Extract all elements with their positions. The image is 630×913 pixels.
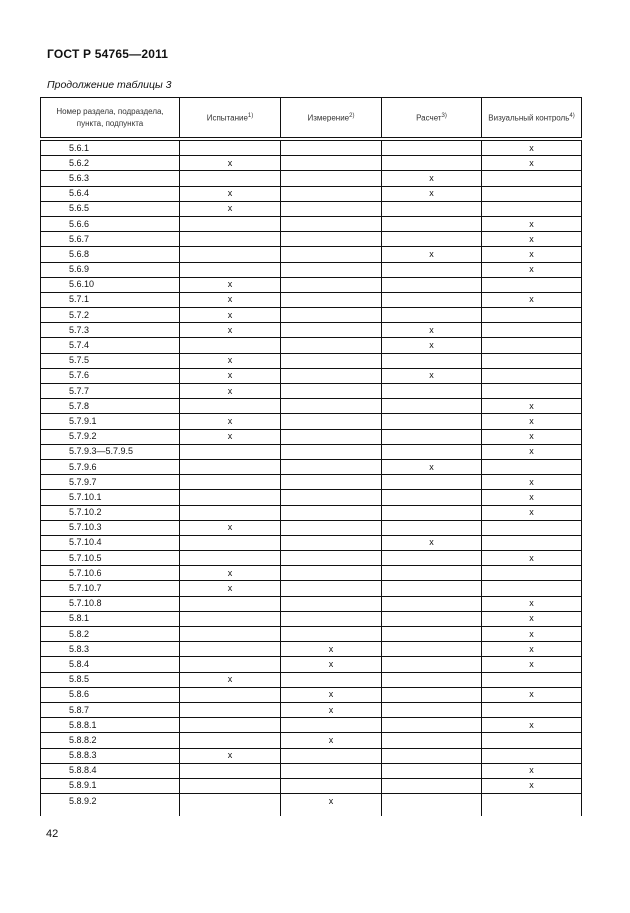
table-row — [41, 216, 582, 231]
visual-inspection-cell — [482, 368, 582, 383]
calculation-cell — [382, 702, 482, 717]
table-body — [41, 139, 582, 816]
calculation-cell — [382, 475, 482, 490]
visual-inspection-cell: x — [482, 262, 582, 277]
table-row — [41, 505, 582, 520]
test-cell — [180, 459, 281, 474]
calculation-cell — [382, 490, 482, 505]
measurement-cell — [281, 414, 382, 429]
calculation-cell: x — [382, 247, 482, 262]
test-cell: x — [180, 581, 281, 596]
table-row — [41, 763, 582, 778]
test-cell — [180, 139, 281, 156]
section-number-cell: 5.7.9.3—5.7.9.5 — [41, 444, 180, 459]
calculation-cell — [382, 444, 482, 459]
visual-inspection-cell — [482, 520, 582, 535]
measurement-cell — [281, 384, 382, 399]
section-number-cell: 5.6.4 — [41, 186, 180, 201]
test-cell — [180, 702, 281, 717]
test-cell: x — [180, 748, 281, 763]
table-row — [41, 444, 582, 459]
visual-inspection-cell — [482, 581, 582, 596]
test-cell — [180, 216, 281, 231]
section-number-cell: 5.7.10.6 — [41, 566, 180, 581]
table-row — [41, 702, 582, 717]
measurement-cell: x — [281, 642, 382, 657]
section-number-cell: 5.7.9.2 — [41, 429, 180, 444]
test-cell: x — [180, 672, 281, 687]
section-number-cell: 5.6.1 — [41, 139, 180, 156]
measurement-cell: x — [281, 657, 382, 672]
table-row — [41, 201, 582, 216]
test-cell — [180, 475, 281, 490]
visual-inspection-cell — [482, 566, 582, 581]
measurement-cell — [281, 323, 382, 338]
table-row — [41, 475, 582, 490]
calculation-cell — [382, 201, 482, 216]
visual-inspection-cell: x — [482, 247, 582, 262]
visual-inspection-cell — [482, 338, 582, 353]
test-cell: x — [180, 277, 281, 292]
table-row — [41, 338, 582, 353]
visual-inspection-cell: x — [482, 778, 582, 793]
section-number-cell: 5.7.9.7 — [41, 475, 180, 490]
calculation-cell: x — [382, 368, 482, 383]
test-cell: x — [180, 520, 281, 535]
table-caption: Продолжение таблицы 3 — [47, 79, 172, 91]
column-header-label: Измерение — [307, 113, 350, 123]
footnote-ref: 4) — [569, 113, 575, 120]
measurement-cell — [281, 171, 382, 186]
visual-inspection-cell — [482, 277, 582, 292]
inspection-methods-table — [40, 97, 582, 816]
section-number-cell: 5.7.6 — [41, 368, 180, 383]
calculation-cell — [382, 642, 482, 657]
visual-inspection-cell: x — [482, 292, 582, 307]
measurement-cell — [281, 535, 382, 550]
calculation-cell: x — [382, 535, 482, 550]
section-number-cell: 5.7.8 — [41, 399, 180, 414]
test-cell: x — [180, 292, 281, 307]
test-cell — [180, 687, 281, 702]
test-cell: x — [180, 368, 281, 383]
visual-inspection-cell — [482, 748, 582, 763]
measurement-cell — [281, 581, 382, 596]
visual-inspection-cell — [482, 794, 582, 817]
measurement-cell — [281, 232, 382, 247]
section-number-cell: 5.7.9.1 — [41, 414, 180, 429]
measurement-cell — [281, 459, 382, 474]
test-cell — [180, 778, 281, 793]
visual-inspection-cell: x — [482, 139, 582, 156]
visual-inspection-cell: x — [482, 444, 582, 459]
visual-inspection-cell: x — [482, 399, 582, 414]
section-number-cell: 5.8.6 — [41, 687, 180, 702]
table-row — [41, 794, 582, 817]
table-row — [41, 384, 582, 399]
calculation-cell: x — [382, 338, 482, 353]
test-cell — [180, 642, 281, 657]
measurement-cell — [281, 566, 382, 581]
table-row — [41, 171, 582, 186]
calculation-cell — [382, 733, 482, 748]
table-row — [41, 323, 582, 338]
visual-inspection-cell: x — [482, 216, 582, 231]
section-number-cell: 5.8.4 — [41, 657, 180, 672]
calculation-cell — [382, 216, 482, 231]
visual-inspection-cell — [482, 171, 582, 186]
table-row — [41, 353, 582, 368]
footnote-ref: 2) — [349, 113, 355, 120]
measurement-cell — [281, 186, 382, 201]
section-number-cell: 5.8.1 — [41, 611, 180, 626]
test-cell: x — [180, 201, 281, 216]
column-header-label: Испытание — [206, 113, 248, 123]
test-cell — [180, 551, 281, 566]
test-cell: x — [180, 414, 281, 429]
calculation-cell — [382, 718, 482, 733]
visual-inspection-cell: x — [482, 627, 582, 642]
table-row — [41, 733, 582, 748]
table-row — [41, 627, 582, 642]
visual-inspection-cell — [482, 186, 582, 201]
test-cell: x — [180, 308, 281, 323]
measurement-cell — [281, 201, 382, 216]
test-cell: x — [180, 429, 281, 444]
calculation-cell — [382, 596, 482, 611]
calculation-cell — [382, 657, 482, 672]
table-header-row — [41, 98, 582, 140]
column-header-label: Номер раздела, подраздела, пункта, подпункта — [56, 106, 164, 128]
table-row — [41, 535, 582, 550]
column-header-label: Расчет — [416, 113, 442, 123]
test-cell — [180, 505, 281, 520]
calculation-cell — [382, 429, 482, 444]
measurement-cell — [281, 216, 382, 231]
visual-inspection-cell: x — [482, 429, 582, 444]
calculation-cell — [382, 277, 482, 292]
calculation-cell — [382, 353, 482, 368]
measurement-cell — [281, 338, 382, 353]
table-row — [41, 399, 582, 414]
calculation-cell — [382, 292, 482, 307]
calculation-cell — [382, 763, 482, 778]
measurement-cell — [281, 778, 382, 793]
table-row — [41, 308, 582, 323]
measurement-cell — [281, 475, 382, 490]
visual-inspection-cell — [482, 672, 582, 687]
section-number-cell: 5.8.8.2 — [41, 733, 180, 748]
measurement-cell — [281, 520, 382, 535]
measurement-cell — [281, 748, 382, 763]
test-cell — [180, 171, 281, 186]
visual-inspection-cell: x — [482, 642, 582, 657]
measurement-cell — [281, 444, 382, 459]
calculation-cell — [382, 414, 482, 429]
table-row — [41, 262, 582, 277]
table-row — [41, 611, 582, 626]
column-header-label: Визуальный контроль — [488, 113, 570, 123]
table-row — [41, 687, 582, 702]
test-cell: x — [180, 566, 281, 581]
test-cell — [180, 535, 281, 550]
measurement-cell — [281, 399, 382, 414]
visual-inspection-cell: x — [482, 475, 582, 490]
table-row — [41, 718, 582, 733]
calculation-cell: x — [382, 186, 482, 201]
measurement-cell — [281, 139, 382, 156]
visual-inspection-cell: x — [482, 156, 582, 171]
visual-inspection-cell: x — [482, 596, 582, 611]
table-row — [41, 657, 582, 672]
measurement-cell — [281, 156, 382, 171]
measurement-cell: x — [281, 733, 382, 748]
measurement-cell — [281, 308, 382, 323]
measurement-cell — [281, 490, 382, 505]
visual-inspection-cell: x — [482, 687, 582, 702]
test-cell — [180, 232, 281, 247]
section-number-cell: 5.7.10.1 — [41, 490, 180, 505]
section-number-cell: 5.8.3 — [41, 642, 180, 657]
test-cell — [180, 794, 281, 817]
section-number-cell: 5.6.9 — [41, 262, 180, 277]
column-header-calculation — [382, 98, 482, 140]
section-number-cell: 5.7.10.3 — [41, 520, 180, 535]
calculation-cell — [382, 399, 482, 414]
section-number-cell: 5.8.9.2 — [41, 794, 180, 817]
table-row — [41, 551, 582, 566]
test-cell — [180, 657, 281, 672]
footnote-ref: 1) — [247, 113, 254, 120]
section-number-cell: 5.6.8 — [41, 247, 180, 262]
test-cell: x — [180, 384, 281, 399]
calculation-cell: x — [382, 459, 482, 474]
table-row — [41, 748, 582, 763]
table-row — [41, 414, 582, 429]
section-number-cell: 5.7.9.6 — [41, 459, 180, 474]
column-header-visual-inspection — [482, 98, 582, 140]
test-cell — [180, 596, 281, 611]
calculation-cell — [382, 581, 482, 596]
table-row — [41, 596, 582, 611]
measurement-cell — [281, 353, 382, 368]
test-cell: x — [180, 323, 281, 338]
section-number-cell: 5.7.10.8 — [41, 596, 180, 611]
visual-inspection-cell — [482, 733, 582, 748]
calculation-cell — [382, 520, 482, 535]
measurement-cell — [281, 672, 382, 687]
calculation-cell — [382, 794, 482, 817]
test-cell: x — [180, 186, 281, 201]
calculation-cell — [382, 139, 482, 156]
page-number: 42 — [46, 828, 59, 840]
visual-inspection-cell — [482, 702, 582, 717]
table-row — [41, 520, 582, 535]
table-row — [41, 292, 582, 307]
visual-inspection-cell — [482, 201, 582, 216]
table-row — [41, 139, 582, 156]
table-row — [41, 277, 582, 292]
calculation-cell — [382, 384, 482, 399]
section-number-cell: 5.7.10.4 — [41, 535, 180, 550]
measurement-cell — [281, 368, 382, 383]
table-row — [41, 566, 582, 581]
section-number-cell: 5.8.7 — [41, 702, 180, 717]
table-row — [41, 581, 582, 596]
table-row — [41, 368, 582, 383]
section-number-cell: 5.7.7 — [41, 384, 180, 399]
visual-inspection-cell: x — [482, 505, 582, 520]
test-cell — [180, 444, 281, 459]
table-row — [41, 490, 582, 505]
section-number-cell: 5.6.5 — [41, 201, 180, 216]
visual-inspection-cell — [482, 323, 582, 338]
calculation-cell — [382, 611, 482, 626]
calculation-cell — [382, 566, 482, 581]
calculation-cell — [382, 627, 482, 642]
table-row — [41, 429, 582, 444]
section-number-cell: 5.8.9.1 — [41, 778, 180, 793]
section-number-cell: 5.8.2 — [41, 627, 180, 642]
measurement-cell — [281, 247, 382, 262]
visual-inspection-cell: x — [482, 657, 582, 672]
test-cell — [180, 262, 281, 277]
table-row — [41, 778, 582, 793]
visual-inspection-cell: x — [482, 232, 582, 247]
section-number-cell: 5.6.3 — [41, 171, 180, 186]
visual-inspection-cell: x — [482, 414, 582, 429]
column-header-test — [180, 98, 281, 140]
section-number-cell: 5.8.8.3 — [41, 748, 180, 763]
section-number-cell: 5.6.6 — [41, 216, 180, 231]
measurement-cell — [281, 627, 382, 642]
section-number-cell: 5.7.10.2 — [41, 505, 180, 520]
section-number-cell: 5.6.7 — [41, 232, 180, 247]
section-number-cell: 5.7.3 — [41, 323, 180, 338]
test-cell — [180, 611, 281, 626]
test-cell: x — [180, 353, 281, 368]
measurement-cell: x — [281, 702, 382, 717]
calculation-cell — [382, 748, 482, 763]
table-row — [41, 672, 582, 687]
visual-inspection-cell — [482, 353, 582, 368]
calculation-cell — [382, 551, 482, 566]
table-row — [41, 232, 582, 247]
table-row — [41, 247, 582, 262]
section-number-cell: 5.7.2 — [41, 308, 180, 323]
measurement-cell — [281, 505, 382, 520]
visual-inspection-cell: x — [482, 718, 582, 733]
measurement-cell — [281, 718, 382, 733]
test-cell — [180, 763, 281, 778]
footnote-ref: 3) — [441, 113, 447, 120]
visual-inspection-cell: x — [482, 490, 582, 505]
visual-inspection-cell — [482, 384, 582, 399]
section-number-cell: 5.8.8.1 — [41, 718, 180, 733]
measurement-cell — [281, 611, 382, 626]
calculation-cell — [382, 232, 482, 247]
section-number-cell: 5.7.4 — [41, 338, 180, 353]
calculation-cell — [382, 308, 482, 323]
calculation-cell: x — [382, 171, 482, 186]
calculation-cell — [382, 672, 482, 687]
measurement-cell — [281, 596, 382, 611]
visual-inspection-cell: x — [482, 763, 582, 778]
calculation-cell: x — [382, 323, 482, 338]
measurement-cell — [281, 262, 382, 277]
section-number-cell: 5.6.2 — [41, 156, 180, 171]
visual-inspection-cell — [482, 308, 582, 323]
table-row — [41, 156, 582, 171]
table-row — [41, 459, 582, 474]
table-row — [41, 642, 582, 657]
section-number-cell: 5.7.10.5 — [41, 551, 180, 566]
measurement-cell: x — [281, 687, 382, 702]
measurement-cell — [281, 292, 382, 307]
test-cell — [180, 399, 281, 414]
calculation-cell — [382, 778, 482, 793]
test-cell: x — [180, 156, 281, 171]
visual-inspection-cell — [482, 459, 582, 474]
test-cell — [180, 627, 281, 642]
test-cell — [180, 247, 281, 262]
measurement-cell — [281, 763, 382, 778]
section-number-cell: 5.7.5 — [41, 353, 180, 368]
test-cell — [180, 490, 281, 505]
measurement-cell — [281, 551, 382, 566]
section-number-cell: 5.7.1 — [41, 292, 180, 307]
test-cell — [180, 718, 281, 733]
section-number-cell: 5.8.8.4 — [41, 763, 180, 778]
section-number-cell: 5.8.5 — [41, 672, 180, 687]
table-row — [41, 186, 582, 201]
calculation-cell — [382, 505, 482, 520]
visual-inspection-cell — [482, 535, 582, 550]
measurement-cell: x — [281, 794, 382, 817]
column-header-measurement — [281, 98, 382, 140]
section-number-cell: 5.7.10.7 — [41, 581, 180, 596]
calculation-cell — [382, 156, 482, 171]
column-header-section — [41, 98, 180, 140]
calculation-cell — [382, 687, 482, 702]
measurement-cell — [281, 429, 382, 444]
test-cell — [180, 733, 281, 748]
test-cell — [180, 338, 281, 353]
calculation-cell — [382, 262, 482, 277]
visual-inspection-cell: x — [482, 611, 582, 626]
section-number-cell: 5.6.10 — [41, 277, 180, 292]
document-standard-title: ГОСТ Р 54765—2011 — [47, 47, 169, 61]
visual-inspection-cell: x — [482, 551, 582, 566]
measurement-cell — [281, 277, 382, 292]
